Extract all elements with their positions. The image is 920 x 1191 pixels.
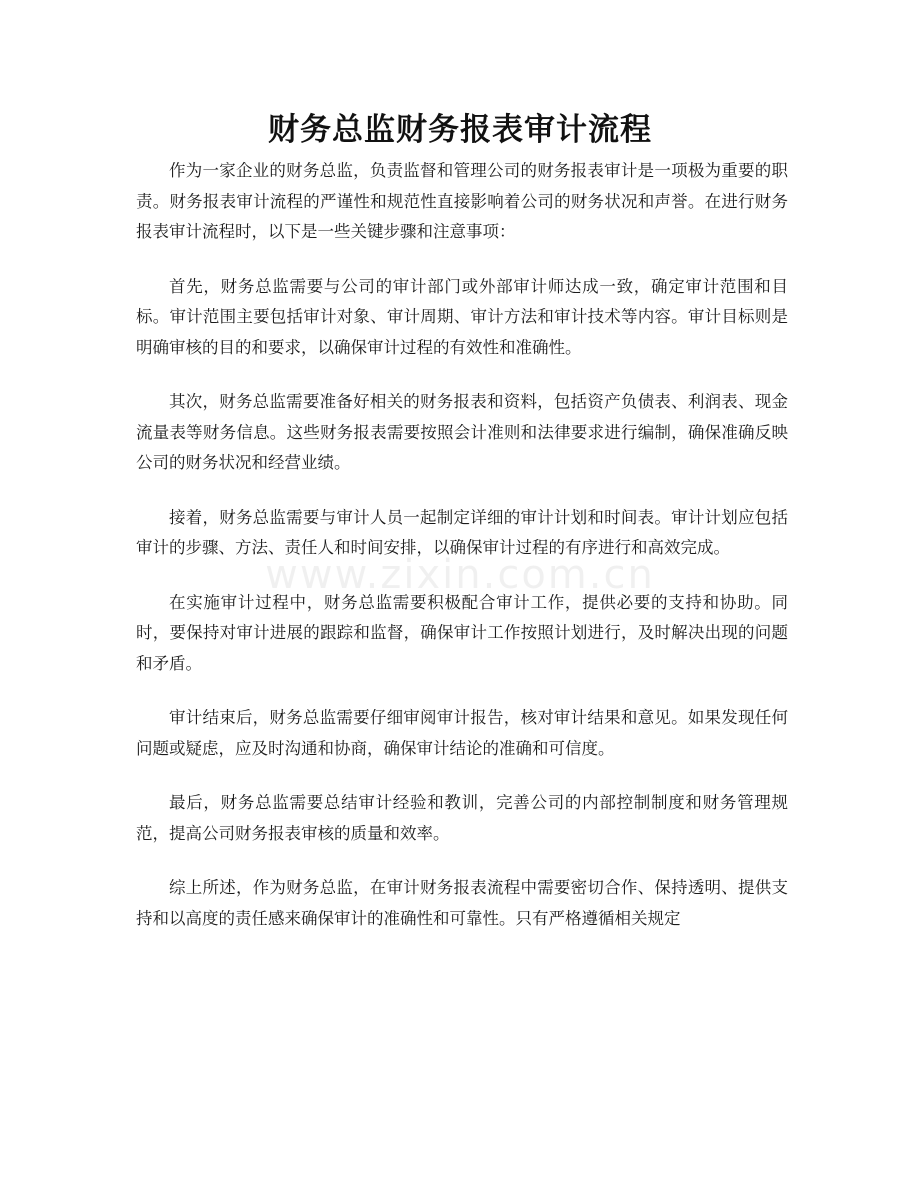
watermark: www.zixin.com.cn: [265, 552, 655, 598]
document-title: 财务总监财务报表审计流程: [268, 112, 652, 148]
paragraph-conclusion: 综上所述，作为财务总监，在审计财务报表流程中需要密切合作、保持透明、提供支持和以高度的责任感来确保审计的准确性和可靠性。只有严格遵循相关规定: [136, 878, 788, 928]
paragraph-first-step: 首先，财务总监需要与公司的审计部门或外部审计师达成一致，确定审计范围和目标。审计范围主要包括审计对象、审计周期、审计方法和审计技术等内容。审计目标则是明确审核的目的和要求，以确保审计过程的有效性和准确性。: [136, 276, 788, 357]
paragraph-intro: 作为一家企业的财务总监，负责监督和管理公司的财务报表审计是一项极为重要的职责。财务报表审计流程的严谨性和规范性直接影响着公司的财务状况和声誉。在进行财务报表审计流程时，以下是一些关键步骤和注意事项：: [136, 161, 788, 241]
document-body: [136, 156, 788, 958]
paragraph-after-audit: 审计结束后，财务总监需要仔细审阅审计报告，核对审计结果和意见。如果发现任何问题或疑虑，应及时沟通和协商，确保审计结论的准确和可信度。: [136, 708, 788, 758]
paragraph-final-step: 最后，财务总监需要总结审计经验和教训，完善公司的内部控制制度和财务管理规范，提高公司财务报表审核的质量和效率。: [136, 793, 788, 843]
paragraph-third-step: 接着，财务总监需要与审计人员一起制定详细的审计计划和时间表。审计计划应包括审计的步骤、方法、责任人和时间安排，以确保审计过程的有序进行和高效完成。: [136, 507, 788, 557]
paragraph-second-step: 其次，财务总监需要准备好相关的财务报表和资料，包括资产负债表、利润表、现金流量表等财务信息。这些财务报表需要按照会计准则和法律要求进行编制，确保准确反映公司的财务状况和经营业绩。: [136, 392, 788, 472]
paragraph-implementation: 在实施审计过程中，财务总监需要积极配合审计工作，提供必要的支持和协助。同时，要保持对审计进展的跟踪和监督，确保审计工作按照计划进行，及时解决出现的问题和矛盾。: [136, 592, 788, 673]
